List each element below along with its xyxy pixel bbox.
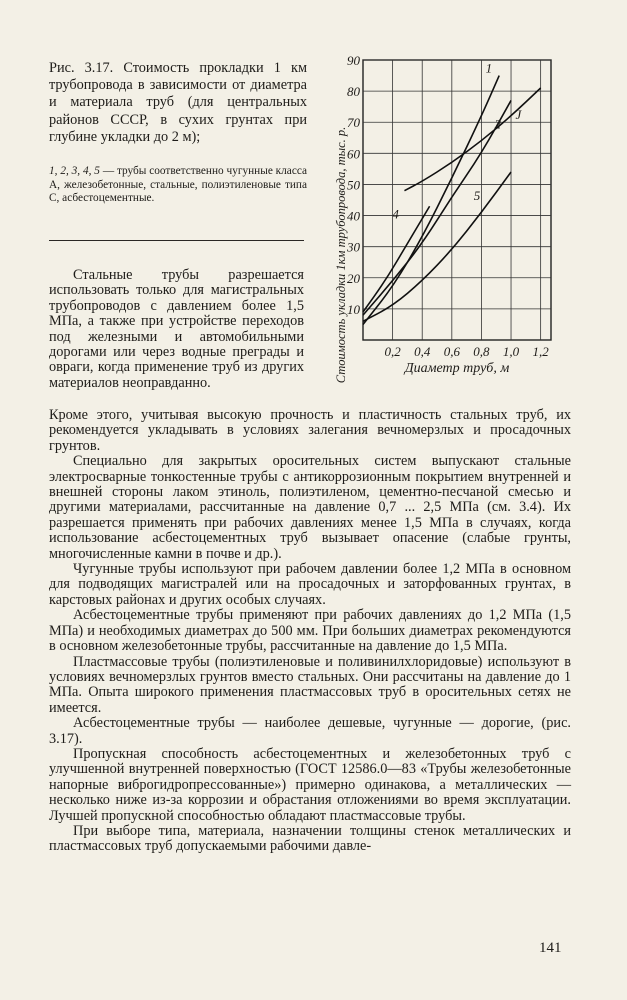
capacity-paragraph: Пропускная способность асбестоцементных и железобетонных труб с улучшенной внутренней поверхностью (ГОСТ 12586.0—83 «Трубы железобетонные напорные виброгидропрессованные») примерно одинакова, а металлических — несколько ниже из-за коррозии и обрастания отложениями во время эксплуатации. Лучшей пропускной способностью обладают пластмассовые трубы. — [49, 745, 571, 824]
choice-paragraph: При выборе типа, материала, назначении толщины стенок металлических и пластмассовых труб допускаемыми рабочими давле- — [49, 822, 571, 855]
y-tick-label: 30 — [347, 239, 360, 255]
y-tick-label: 20 — [347, 270, 360, 286]
closed-systems-paragraph: Специально для закрытых оросительных систем выпускают стальные электросварные тонкостенные трубы с антикоррозионным покрытием внутренней и внешней стороны лаком этиноль, полиэтиленом, цементно-песчаной смесью и другими материалами, рассчитанные на давление 0,7 ... 2,5 МПа (см. 3.4). Их разрешается применять при рабочих давлениях менее 1,5 МПа в случаях, когда использование асбестоцементных труб вызывает опасение (слабые грунты, многочисленные камни в почве и др.). — [49, 453, 571, 562]
y-axis-label: Стоимость укладки 1км трубопровода, тыс. р. — [334, 126, 348, 384]
legend-numbers: 1, 2, 3, 4, 5 — [49, 165, 100, 177]
asbestos-paragraph: Асбестоцементные трубы применяют при рабочих давлениях до 1,2 МПа (1,5 МПа) и необходимых диаметрах до 500 мм. При больших диаметрах рекомендуются в основном железобетонные трубы, рассчитанные на давление до 1,5 МПа. — [49, 607, 571, 655]
figure-legend — [49, 165, 307, 206]
chart-grid — [363, 60, 551, 340]
x-tick-label: 0,6 — [443, 344, 460, 359]
plastic-paragraph: Пластмассовые трубы (полиэтиленовые и поливинилхлоридовые) используют в условиях вечномерзлых грунтов вместо стальных. Они рассчитаны на давление до 1 МПа. Опыта широкого применения пластмассовых труб в оросительных сетях не имеется. — [49, 653, 571, 716]
plot-frame — [363, 60, 551, 340]
y-tick-label: 70 — [347, 115, 360, 131]
y-tick-label: 90 — [347, 53, 360, 68]
curve-label-3: J — [515, 107, 522, 123]
page-number: 141 — [539, 940, 562, 956]
y-tick-label: 10 — [347, 301, 360, 317]
x-tick-label: 1,0 — [502, 344, 520, 359]
cost-paragraph: Асбестоцементные трубы — наиболее дешевые, чугунные — дорогие, (рис. 3.17). — [49, 715, 571, 747]
body-text — [49, 408, 571, 855]
x-axis-label: Диаметр труб, м — [404, 361, 510, 376]
steel-continuation: Кроме этого, учитывая высокую прочность и пластичность стальных труб, их рекомендуется укладывать в условиях залегания вечномерзлых и просадочных грунтов. — [49, 407, 571, 454]
figure-caption: Рис. 3.17. Стоимость прокладки 1 км трубопровода в зависимости от диаметра и материала труб (для центральных районов СССР, в сухих грунтах при глубине укладки до 2 м); — [49, 60, 307, 145]
x-tick-label: 0,8 — [473, 344, 490, 359]
curve-4 — [363, 206, 430, 312]
legend-text: — трубы соответственно чугунные класса А, железобетонные, стальные, полиэтиленовые типа С, асбестоцементные. — [49, 165, 308, 205]
curve-label-1: 1 — [485, 60, 493, 76]
x-tick-label: 0,2 — [384, 344, 401, 359]
y-tick-label: 40 — [347, 208, 360, 224]
curve-label-5: 5 — [473, 188, 481, 203]
y-tick-label: 50 — [347, 177, 360, 193]
curve-label-4: 4 — [392, 206, 399, 222]
y-tick-label: 80 — [347, 84, 360, 100]
y-tick-label: 60 — [347, 146, 360, 162]
steel-paragraph — [49, 268, 304, 391]
steel-text: Стальные трубы разрешается использовать только для магистральных трубопроводов с давлением более 1,5 МПа, а также при устройстве переходов под железными и автомобильными дорогами или через водные преграды и овраги, когда применение труб из других материалов неоправданно. — [49, 267, 304, 391]
chart-ticks — [346, 53, 549, 359]
cast-iron-paragraph: Чугунные трубы используют при рабочем давлении более 1,2 МПа в основном для подводящих магистралей или на просадочных и заторфованных грунтах, в карстовых районах и других особых случаях. — [49, 561, 571, 608]
x-tick-label: 1,2 — [532, 344, 549, 359]
curve-label-2: 2 — [494, 116, 501, 132]
x-tick-label: 0,4 — [414, 344, 431, 359]
caption-divider — [49, 240, 304, 241]
cost-chart — [325, 50, 595, 410]
curve-3 — [404, 88, 540, 191]
